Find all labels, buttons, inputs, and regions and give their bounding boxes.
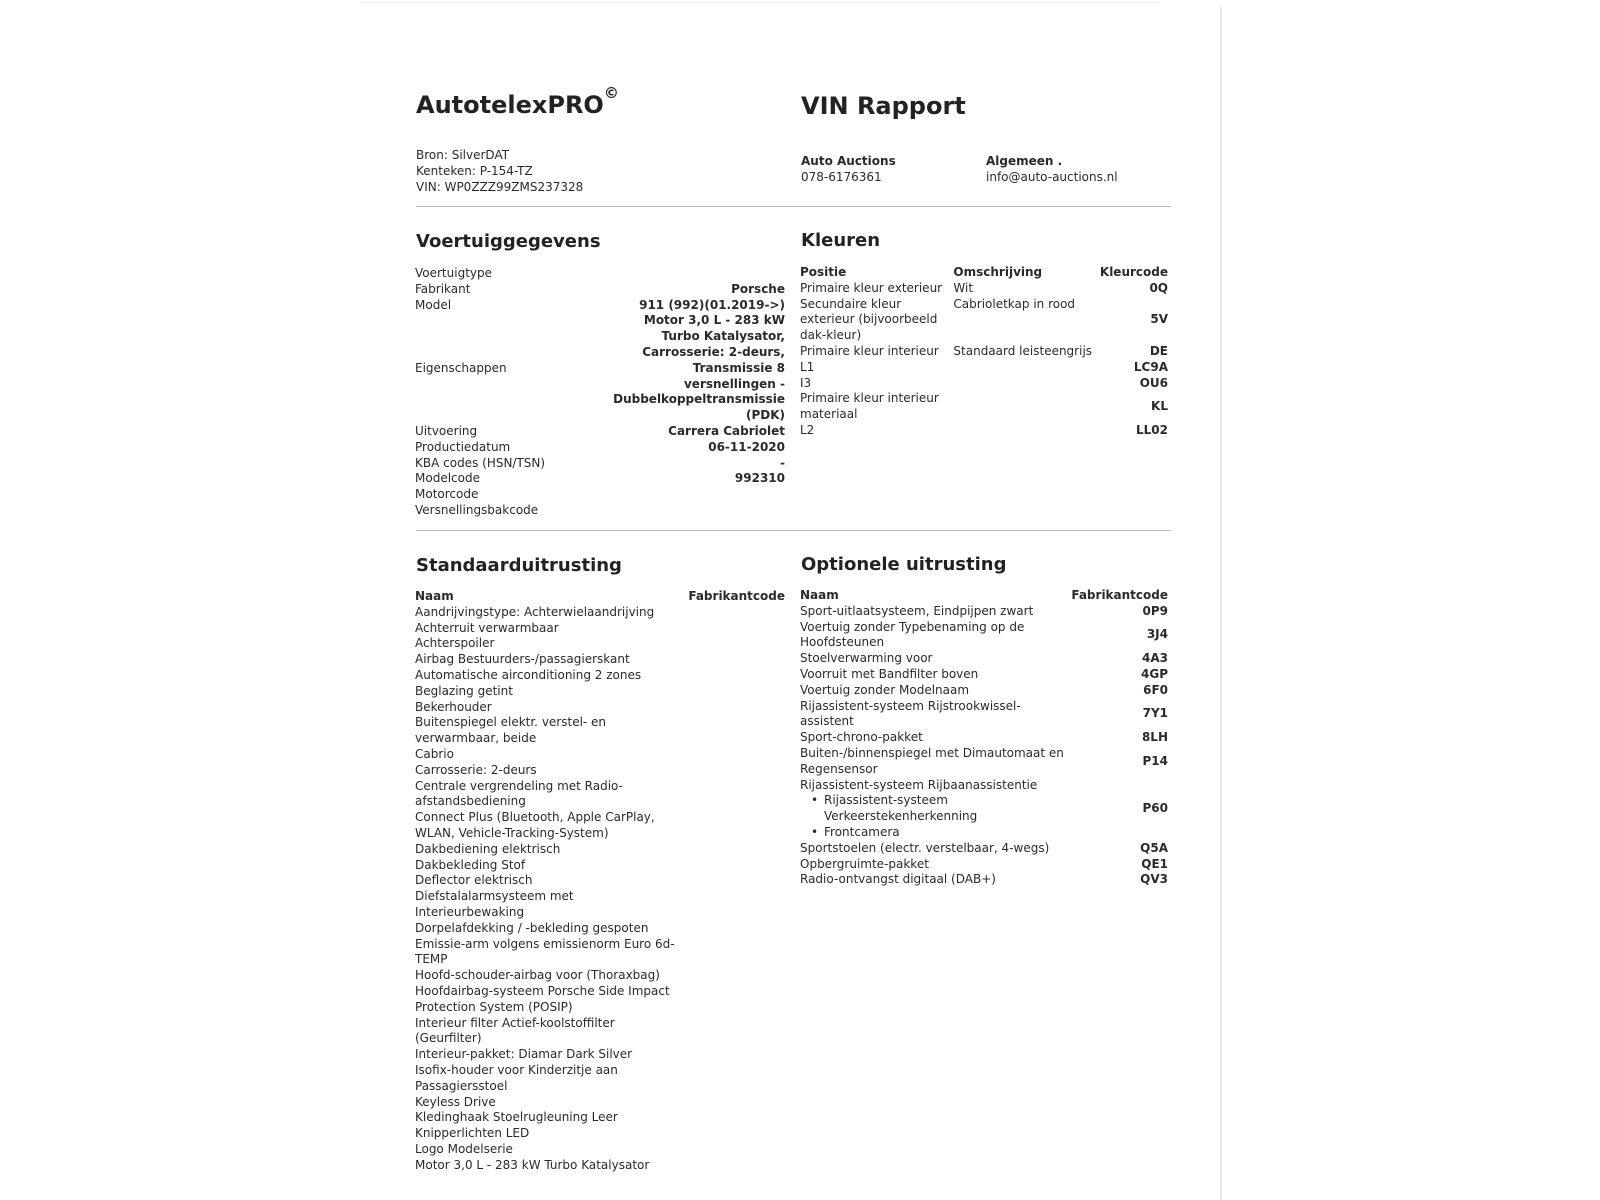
table-row [415, 605, 785, 621]
col-header: Kleurcode [1099, 265, 1168, 279]
option-name-cell [800, 857, 1068, 873]
option-name-cell [800, 699, 1068, 731]
cell: DE [1149, 343, 1168, 358]
option-name-cell [800, 683, 1068, 699]
cell: KL [1151, 399, 1168, 414]
table-row [415, 873, 785, 889]
equipment-name: Isofix-houder voor Kinderzitje aan Passagiersstoel [415, 1062, 618, 1093]
equipment-name: Dakbediening elektrisch [415, 841, 561, 856]
option-name: Stoelverwarming voor [800, 651, 933, 666]
equipment-code [680, 636, 785, 652]
col-header: Omschrijving [953, 265, 1043, 279]
table-row [415, 668, 785, 684]
equipment-name: Kledinghaak Stoelrugleuning Leer [415, 1110, 618, 1125]
option-code: 7Y1 [1142, 706, 1168, 721]
option-code: Q5A [1140, 840, 1168, 855]
equipment-code [680, 1126, 785, 1142]
option-name: Sport-uitlaatsysteem, Eindpijpen zwart [800, 603, 1034, 618]
cell: I3 [800, 375, 812, 390]
equipment-name: Logo Modelserie [415, 1141, 513, 1156]
equipment-name: Motor 3,0 L - 283 kW Turbo Katalysator [415, 1157, 650, 1172]
divider [416, 530, 1171, 531]
equipment-name: Beglazing getint [415, 683, 513, 698]
props-value-line: Turbo Katalysator, [661, 329, 785, 344]
equipment-name: Achterruit verwarmbaar [415, 620, 559, 635]
table-row [415, 1063, 785, 1095]
table-row [800, 360, 1168, 376]
option-name: Voorruit met Bandfilter boven [800, 666, 979, 681]
equipment-code [680, 1142, 785, 1158]
cell: LL02 [1136, 422, 1168, 437]
cell [953, 391, 1099, 423]
table-header-row [800, 588, 1168, 604]
equipment-code [680, 984, 785, 1016]
table-row [800, 778, 1168, 841]
option-name: Rijassistent-systeem Rijstrookwissel-assistent [800, 698, 1021, 729]
equipment-code [680, 652, 785, 668]
equipment-name: Emissie-arm volgens emissienorm Euro 6d-TEMP [415, 936, 675, 967]
equipment-name: Carrosserie: 2-deurs [415, 762, 537, 777]
option-name: Voertuig zonder Modelnaam [800, 682, 970, 697]
vehicle-section-title: Voertuiggegevens [416, 231, 601, 252]
equipment-code [680, 700, 785, 716]
table-row [415, 968, 785, 984]
cell: L1 [800, 359, 815, 374]
option-code: QE1 [1141, 856, 1168, 871]
equipment-code [680, 873, 785, 889]
equipment-code [680, 1158, 785, 1174]
table-row [800, 376, 1168, 392]
equipment-name: Automatische airconditioning 2 zones [415, 667, 642, 682]
equipment-code [680, 1095, 785, 1111]
option-name-cell [800, 872, 1068, 888]
equipment-code [680, 937, 785, 969]
model-value: 911 (992)(01.2019->) [639, 297, 785, 312]
scan-border-top [360, 2, 1160, 3]
cell: Standaard leisteengrijs [953, 343, 1093, 358]
option-name: Buiten-/binnenspiegel met Dimautomaat en Regensensor [800, 745, 1064, 776]
equipment-name: Interieur-pakket: Diamar Dark Silver [415, 1047, 633, 1062]
equipment-name: Centrale vergrendeling met Radio-afstandsbediening [415, 778, 623, 809]
equipment-code [680, 779, 785, 811]
table-row [800, 423, 1168, 439]
table-row [800, 872, 1168, 888]
table-row [800, 604, 1168, 620]
table-row [415, 715, 785, 747]
table-row [800, 620, 1168, 652]
option-sub-item: • Rijassistent-systeem Verkeerstekenherkenning [824, 793, 1068, 825]
cell: Wit [953, 280, 974, 295]
props-value-line: Carrosserie: 2-deurs, [642, 344, 785, 359]
table-row [415, 810, 785, 842]
table-row [800, 746, 1168, 778]
equipment-name: Cabrio [415, 746, 454, 761]
equipment-code [680, 747, 785, 763]
table-row [415, 1110, 785, 1126]
props-value-line: Motor 3,0 L - 283 kW [643, 313, 785, 328]
option-code: 4A3 [1142, 651, 1168, 666]
table-row [415, 921, 785, 937]
props-value-line: Dubbelkoppeltransmissie [613, 392, 785, 407]
table-row [415, 984, 785, 1016]
make-value: Porsche [731, 281, 785, 296]
option-code: 8LH [1141, 730, 1168, 745]
option-code: 4GP [1141, 666, 1168, 681]
brand-logo: AutotelexPRO© [416, 84, 619, 119]
table-row [415, 1047, 785, 1063]
prod-label: Productiedatum [415, 439, 511, 454]
standard-section-title: Standaarduitrusting [416, 555, 622, 576]
table-row [415, 684, 785, 700]
equipment-name: Dorpelafdekking / -bekleding gespoten [415, 920, 649, 935]
option-name-cell [800, 667, 1068, 683]
table-row [415, 1158, 785, 1174]
col-header: Naam [800, 588, 839, 602]
equipment-code [680, 605, 785, 621]
props-label: Eigenschappen [415, 360, 507, 375]
table-row [800, 281, 1168, 297]
gearcode-label: Versnellingsbakcode [415, 502, 539, 517]
table-row [415, 889, 785, 921]
report-title: VIN Rapport [801, 92, 966, 120]
equipment-code [680, 1016, 785, 1048]
equipment-code [680, 921, 785, 937]
option-name: Radio-ontvangst digitaal (DAB+) [800, 872, 996, 887]
equipment-name: Bekerhouder [415, 699, 492, 714]
cell [953, 423, 1099, 439]
equipment-code [680, 889, 785, 921]
option-name: Opbergruimte-pakket [800, 856, 929, 871]
dealer-info [801, 153, 896, 185]
cell: Secundaire kleur exterieur (bijvoorbeeld dak-kleur) [800, 296, 938, 343]
table-row [415, 1095, 785, 1111]
trim-label: Uitvoering [415, 423, 478, 438]
option-sub-list [800, 793, 1068, 840]
motorcode-label: Motorcode [415, 487, 479, 502]
cell: Primaire kleur interieur materiaal [800, 391, 939, 422]
cell: Cabrioletkap in rood [953, 296, 1076, 311]
contact-info [986, 153, 1118, 185]
model-label: Model [415, 297, 452, 312]
option-name-cell [800, 651, 1068, 667]
equipment-name: Interieur filter Actief-koolstoffilter (Geurfilter) [415, 1015, 615, 1046]
kba-label: KBA codes (HSN/TSN) [415, 455, 546, 470]
table-row [800, 651, 1168, 667]
cell: LC9A [1133, 359, 1168, 374]
table-row [415, 937, 785, 969]
table-row [415, 763, 785, 779]
trim-value: Carrera Cabriolet [668, 423, 785, 438]
table-row [415, 779, 785, 811]
table-row [415, 652, 785, 668]
table-row [415, 1142, 785, 1158]
option-name-cell [800, 778, 1068, 841]
table-row [800, 683, 1168, 699]
option-code: 6F0 [1143, 682, 1168, 697]
cell: 5V [1150, 312, 1168, 327]
equipment-code [680, 668, 785, 684]
equipment-name: Knipperlichten LED [415, 1126, 530, 1141]
equipment-name: Hoofd-schouder-airbag voor (Thoraxbag) [415, 968, 660, 983]
option-code: P60 [1142, 801, 1168, 816]
table-row [415, 1126, 785, 1142]
equipment-code [680, 684, 785, 700]
props-value-line: Transmissie 8 [692, 360, 785, 375]
props-value-line: (PDK) [745, 408, 785, 423]
equipment-code [680, 968, 785, 984]
vin-line: VIN: WP0ZZZ99ZMS237328 [416, 180, 584, 194]
option-name-cell [800, 620, 1068, 652]
equipment-code [680, 858, 785, 874]
option-name-cell [800, 746, 1068, 778]
option-name: Sport-chrono-pakket [800, 730, 923, 745]
option-code: 0P9 [1142, 603, 1168, 618]
table-row [415, 700, 785, 716]
table-row [415, 842, 785, 858]
option-name: Rijassistent-systeem Rijbaanassistentie [800, 777, 1038, 792]
table-row [800, 391, 1168, 423]
equipment-code [680, 842, 785, 858]
colors-section-title: Kleuren [801, 230, 881, 251]
cell: OU6 [1139, 375, 1168, 390]
standard-equipment-table [415, 589, 785, 1173]
col-header: Fabrikantcode [688, 589, 785, 603]
plate-line: Kenteken: P-154-TZ [416, 164, 533, 178]
source-line: Bron: SilverDAT [416, 148, 510, 162]
option-name-cell [800, 841, 1068, 857]
table-row [415, 858, 785, 874]
optional-equipment-table [800, 588, 1168, 888]
cell: L2 [800, 422, 815, 437]
dealer-phone: 078-6176361 [801, 170, 882, 184]
equipment-name: Diefstalalarmsysteem met Interieurbewaking [415, 889, 574, 919]
modelcode-label: Modelcode [415, 471, 480, 486]
table-header-row [415, 589, 785, 605]
col-header: Fabrikantcode [1071, 588, 1168, 602]
table-row [415, 1016, 785, 1048]
option-code: P14 [1142, 753, 1168, 768]
cell: Primaire kleur interieur [800, 343, 939, 358]
table-row [415, 621, 785, 637]
col-header: Positie [800, 265, 847, 279]
kba-value: - [780, 455, 785, 470]
divider [416, 206, 1171, 207]
equipment-code [680, 715, 785, 747]
equipment-name: Deflector elektrisch [415, 873, 533, 888]
contact-email: info@auto-auctions.nl [986, 170, 1118, 184]
table-row [415, 747, 785, 763]
cell: Primaire kleur exterieur [800, 280, 943, 295]
type-label: Voertuigtype [415, 266, 493, 280]
optional-section-title: Optionele uitrusting [801, 554, 1007, 575]
equipment-name: Keyless Drive [415, 1094, 496, 1109]
table-row [800, 730, 1168, 746]
option-name: Voertuig zonder Typebenaming op de Hoofdsteunen [800, 619, 1025, 650]
table-row [415, 636, 785, 652]
equipment-name: Airbag Bestuurders-/passagierskant [415, 652, 630, 667]
col-header: Naam [415, 589, 454, 603]
equipment-code [680, 621, 785, 637]
table-row [800, 857, 1168, 873]
make-label: Fabrikant [415, 281, 471, 296]
equipment-name: Buitenspiegel elektr. verstel- en verwarmbaar, beide [415, 715, 607, 746]
option-code: QV3 [1140, 872, 1168, 887]
vehicle-details [415, 266, 785, 519]
option-sub-item: • Frontcamera [824, 825, 1068, 841]
equipment-code [680, 1063, 785, 1095]
equipment-name: Connect Plus (Bluetooth, Apple CarPlay, WLAN, Vehicle-Tracking-System) [415, 810, 655, 840]
equipment-code [680, 763, 785, 779]
colors-table [800, 265, 1168, 439]
option-name-cell [800, 604, 1068, 620]
equipment-name: Aandrijvingstype: Achterwielaandrijving [415, 604, 655, 619]
dealer-name: Auto Auctions [801, 154, 896, 168]
source-info [416, 147, 583, 195]
table-row [800, 667, 1168, 683]
equipment-code [680, 810, 785, 842]
table-row [800, 841, 1168, 857]
contact-label: Algemeen . [986, 154, 1063, 168]
prod-value: 06-11-2020 [708, 439, 785, 454]
option-code: 3J4 [1146, 627, 1168, 642]
modelcode-value: 992310 [734, 471, 785, 486]
equipment-code [680, 1047, 785, 1063]
scan-border-right [1220, 6, 1222, 1200]
table-row [800, 297, 1168, 344]
option-name: Sportstoelen (electr. verstelbaar, 4-wegs) [800, 840, 1050, 855]
table-row [800, 344, 1168, 360]
option-name-cell [800, 730, 1068, 746]
cell: 0Q [1149, 280, 1168, 295]
cell [953, 376, 1099, 392]
table-header-row [800, 265, 1168, 281]
props-value-line: versnellingen - [683, 376, 785, 391]
cell [953, 360, 1099, 376]
equipment-code [680, 1110, 785, 1126]
equipment-name: Achterspoiler [415, 636, 495, 651]
table-row [800, 699, 1168, 731]
equipment-name: Hoofdairbag-systeem Porsche Side Impact Protection System (POSIP) [415, 983, 670, 1014]
equipment-name: Dakbekleding Stof [415, 857, 526, 872]
